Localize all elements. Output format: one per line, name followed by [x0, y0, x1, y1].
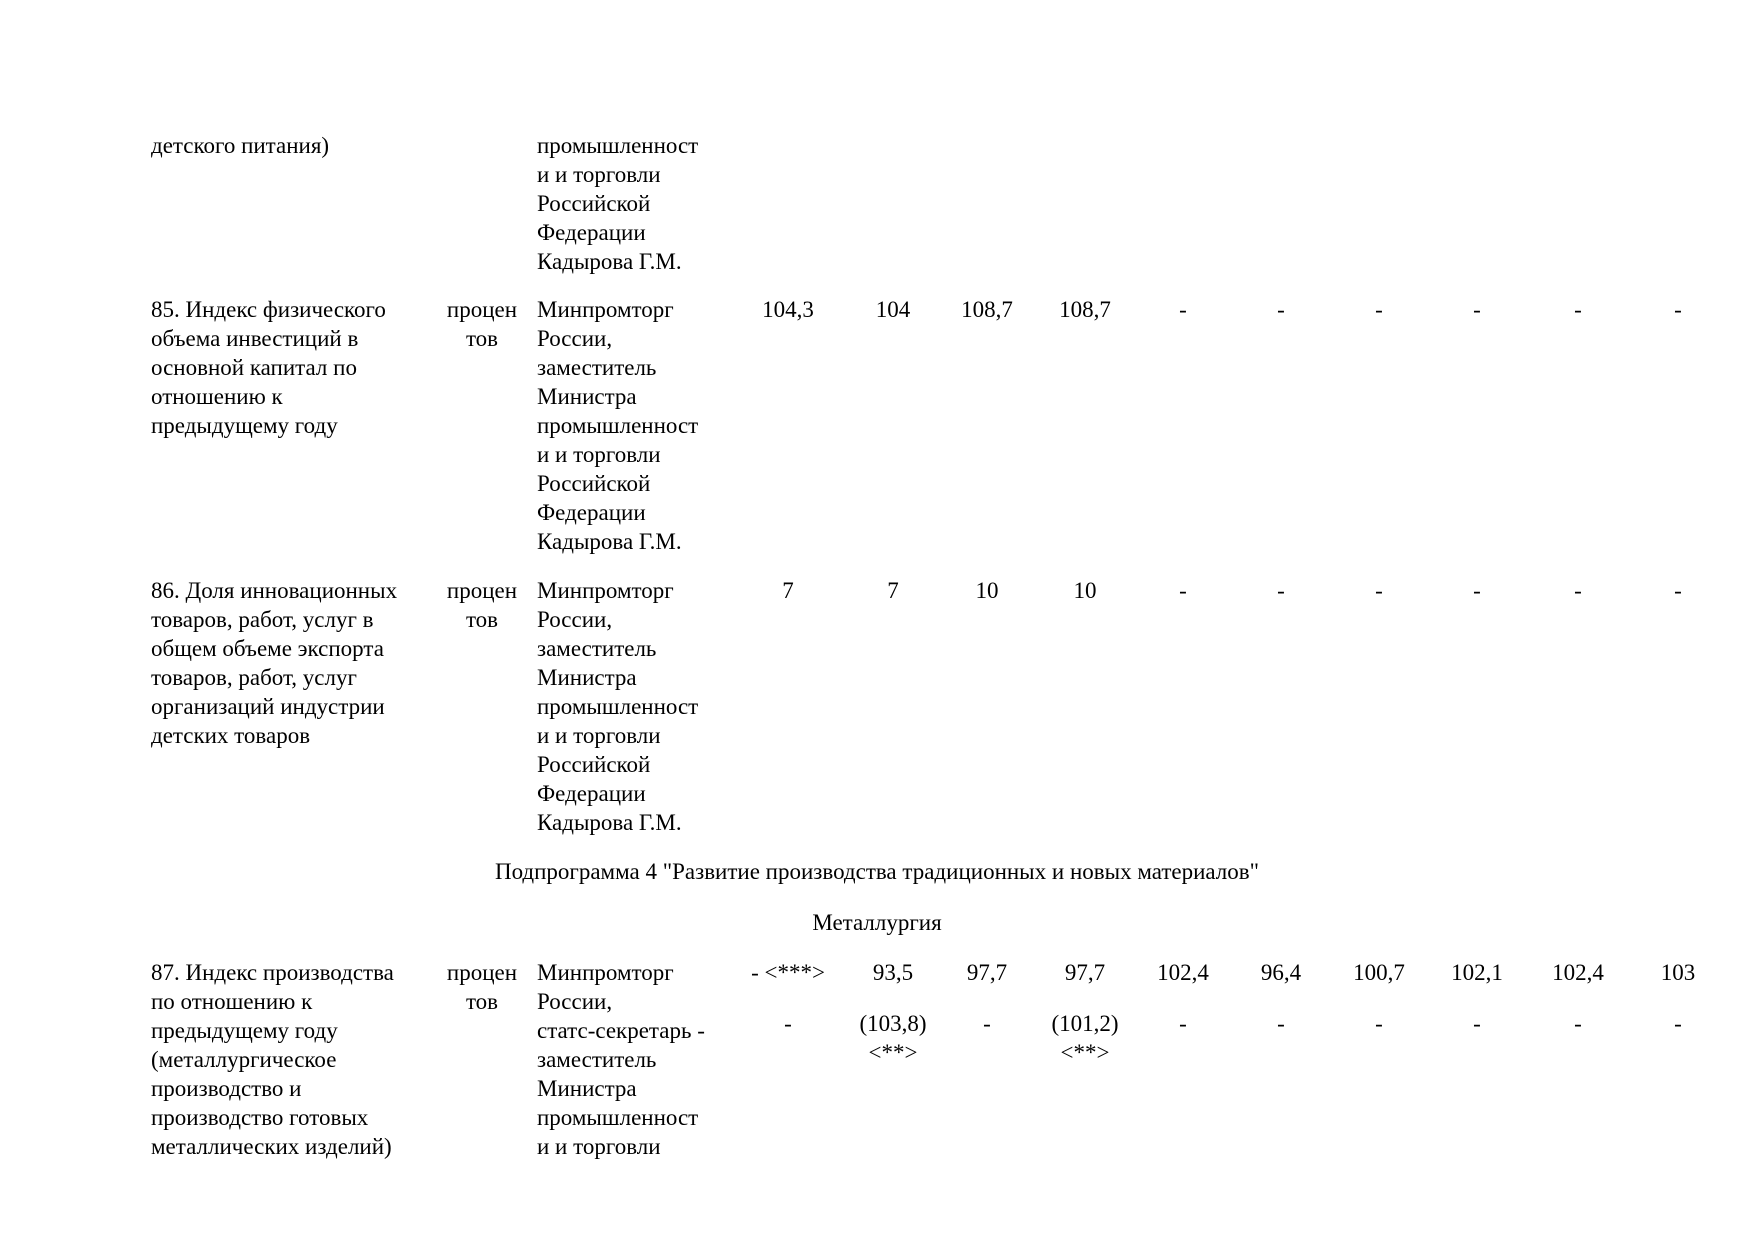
row-85-value-9: -	[1574, 297, 1582, 322]
row-87-alt-value-1: -	[784, 1011, 792, 1036]
row-87-value-9: 102,4	[1552, 960, 1604, 985]
row-85-value-4: 108,7	[1059, 297, 1111, 322]
row-85-unit: процен тов	[446, 297, 518, 351]
row-86-value-9: -	[1574, 578, 1582, 603]
row-87-alt-value-6: -	[1277, 1011, 1285, 1036]
row-85-value-7: -	[1375, 297, 1383, 322]
row-86-value-1: 7	[782, 578, 794, 603]
row-87-value-4: 97,7	[1064, 960, 1106, 985]
row-87-value-3: 97,7	[966, 960, 1008, 985]
row-87-alt-value-2: (103,8) <**>	[859, 1011, 927, 1065]
row-85-indicator-name: 85. Индекс физического объема инвестиций в основной капитал по отношению к предыдущему году	[151, 297, 386, 438]
row-86-responsible: Минпромторг России, заместитель Министра промышленност и и торговли Российской Федерации Кадырова Г.М.	[537, 578, 699, 835]
row-87-value-7: 100,7	[1353, 960, 1405, 985]
row-87-alt-value-8: -	[1473, 1011, 1481, 1036]
row-87-alt-value-4: (101,2) <**>	[1051, 1011, 1119, 1065]
row-87-alt-value-7: -	[1375, 1011, 1383, 1036]
carryover-indicator-name: детского питания)	[151, 133, 330, 158]
row-87-value-5: 102,4	[1157, 960, 1209, 985]
row-87-indicator-name: 87. Индекс производства по отношению к предыдущему году (металлургическое производство и производство готовых металлических изделий)	[151, 960, 394, 1159]
row-85-value-5: -	[1179, 297, 1187, 322]
carryover-responsible: промышленност и и торговли Российской Федерации Кадырова Г.М.	[537, 133, 699, 274]
row-86-value-4: 10	[1073, 578, 1097, 603]
row-86-value-3: 10	[975, 578, 999, 603]
row-85-responsible: Минпромторг России, заместитель Министра промышленност и и торговли Российской Федерации Кадырова Г.М.	[537, 297, 699, 554]
row-86-value-8: -	[1473, 578, 1481, 603]
row-86-unit: процен тов	[446, 578, 518, 632]
subprogram-heading: Подпрограмма 4 "Развитие производства традиционных и новых материалов"	[494, 859, 1260, 884]
row-86-value-5: -	[1179, 578, 1187, 603]
row-86-value-7: -	[1375, 578, 1383, 603]
row-86-indicator-name: 86. Доля инновационных товаров, работ, услуг в общем объеме экспорта товаров, работ, услуг организаций индустрии детских товаров	[151, 578, 398, 748]
row-86-value-2: 7	[887, 578, 899, 603]
row-87-alt-value-3: -	[983, 1011, 991, 1036]
row-86-value-6: -	[1277, 578, 1285, 603]
row-85-value-8: -	[1473, 297, 1481, 322]
row-85-value-10: -	[1674, 297, 1682, 322]
row-85-value-2: 104	[875, 297, 911, 322]
row-87-alt-value-10: -	[1674, 1011, 1682, 1036]
row-85-value-1: 104,3	[762, 297, 814, 322]
section-heading: Металлургия	[812, 910, 942, 935]
row-87-responsible: Минпромторг России, статс-секретарь - заместитель Министра промышленност и и торговли	[537, 960, 705, 1159]
row-86-value-10: -	[1674, 578, 1682, 603]
row-87-value-6: 96,4	[1260, 960, 1302, 985]
row-87-value-8: 102,1	[1451, 960, 1503, 985]
row-87-alt-value-9: -	[1574, 1011, 1582, 1036]
row-87-unit: процен тов	[446, 960, 518, 1014]
row-87-value-10: 103	[1660, 960, 1696, 985]
row-87-value-2: 93,5	[872, 960, 914, 985]
row-85-value-3: 108,7	[961, 297, 1013, 322]
row-87-value-1: - <***>	[751, 960, 825, 985]
row-85-value-6: -	[1277, 297, 1285, 322]
row-87-alt-value-5: -	[1179, 1011, 1187, 1036]
